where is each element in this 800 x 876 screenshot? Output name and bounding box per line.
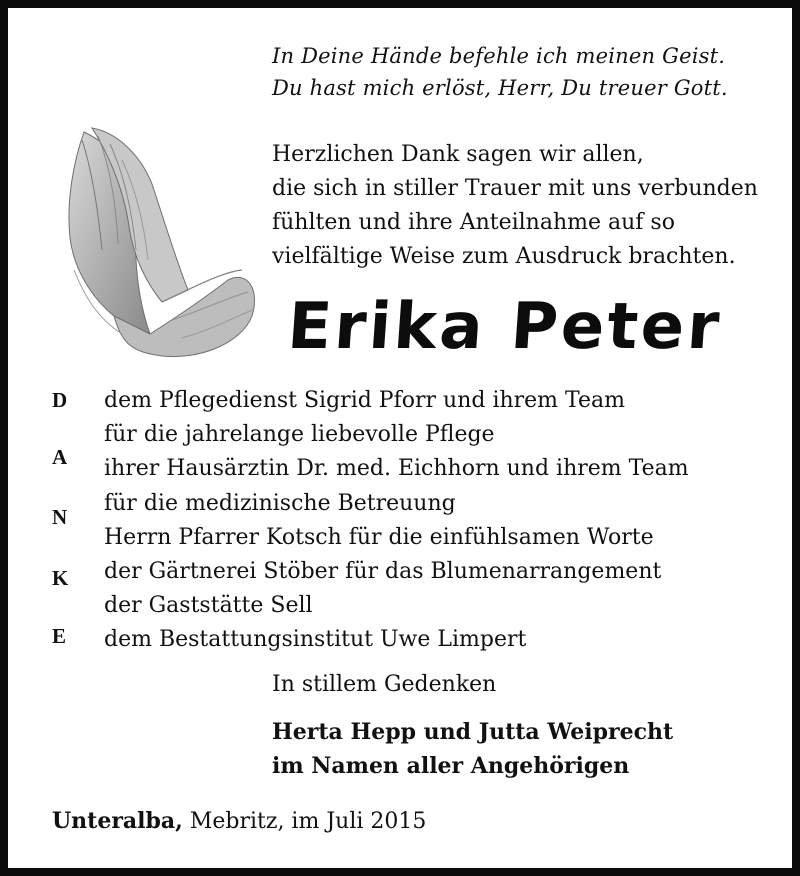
place-name: Unteralba,: [52, 808, 183, 834]
place-date-rest: Mebritz, im Juli 2015: [182, 809, 427, 834]
danke-letter: A: [52, 445, 68, 469]
danke-letter: K: [52, 566, 69, 590]
closing-text: In stillem Gedenken: [272, 672, 497, 697]
danke-letter: D: [52, 388, 68, 412]
list-item: für die jahrelange liebevolle Pflege: [104, 422, 495, 448]
intro-line: fühlten und ihre Anteilnahme auf so: [272, 210, 675, 235]
danke-letter: E: [52, 624, 67, 648]
intro-line: vielfältige Weise zum Ausdruck brachten.: [272, 244, 736, 269]
list-item: für die medizinische Betreuung: [104, 490, 456, 516]
place-date: [52, 808, 426, 834]
list-item: der Gärtnerei Stöber für das Blumenarrangement: [104, 558, 662, 584]
danke-letter: N: [52, 505, 68, 529]
intro-line: die sich in stiller Trauer mit uns verbunden: [272, 176, 758, 201]
verse-line: In Deine Hände befehle ich meinen Geist.: [272, 44, 726, 68]
verse-line: Du hast mich erlöst, Herr, Du treuer Gott.: [272, 76, 728, 100]
list-item: Herrn Pfarrer Kotsch für die einfühlsamen Worte: [104, 524, 654, 550]
bible-verse: [272, 40, 728, 104]
signer-line: im Namen aller Angehörigen: [272, 753, 630, 779]
signer-line: Herta Hepp und Jutta Weiprecht: [272, 719, 674, 745]
list-item: ihrer Hausärztin Dr. med. Eichhorn und ihrem Team: [104, 456, 689, 482]
list-item: der Gaststätte Sell: [104, 593, 313, 619]
deceased-name-text: Erika Peter: [285, 290, 725, 364]
thanks-list: [104, 384, 689, 658]
list-item: dem Bestattungsinstitut Uwe Limpert: [104, 627, 527, 653]
signers: [272, 715, 673, 783]
intro-line: Herzlichen Dank sagen wir allen,: [272, 142, 644, 167]
deceased-name: [268, 282, 748, 368]
list-item: dem Pflegedienst Sigrid Pforr und ihrem Team: [104, 388, 625, 413]
praying-hands-icon: [52, 120, 262, 365]
thanks-intro: [272, 138, 758, 274]
